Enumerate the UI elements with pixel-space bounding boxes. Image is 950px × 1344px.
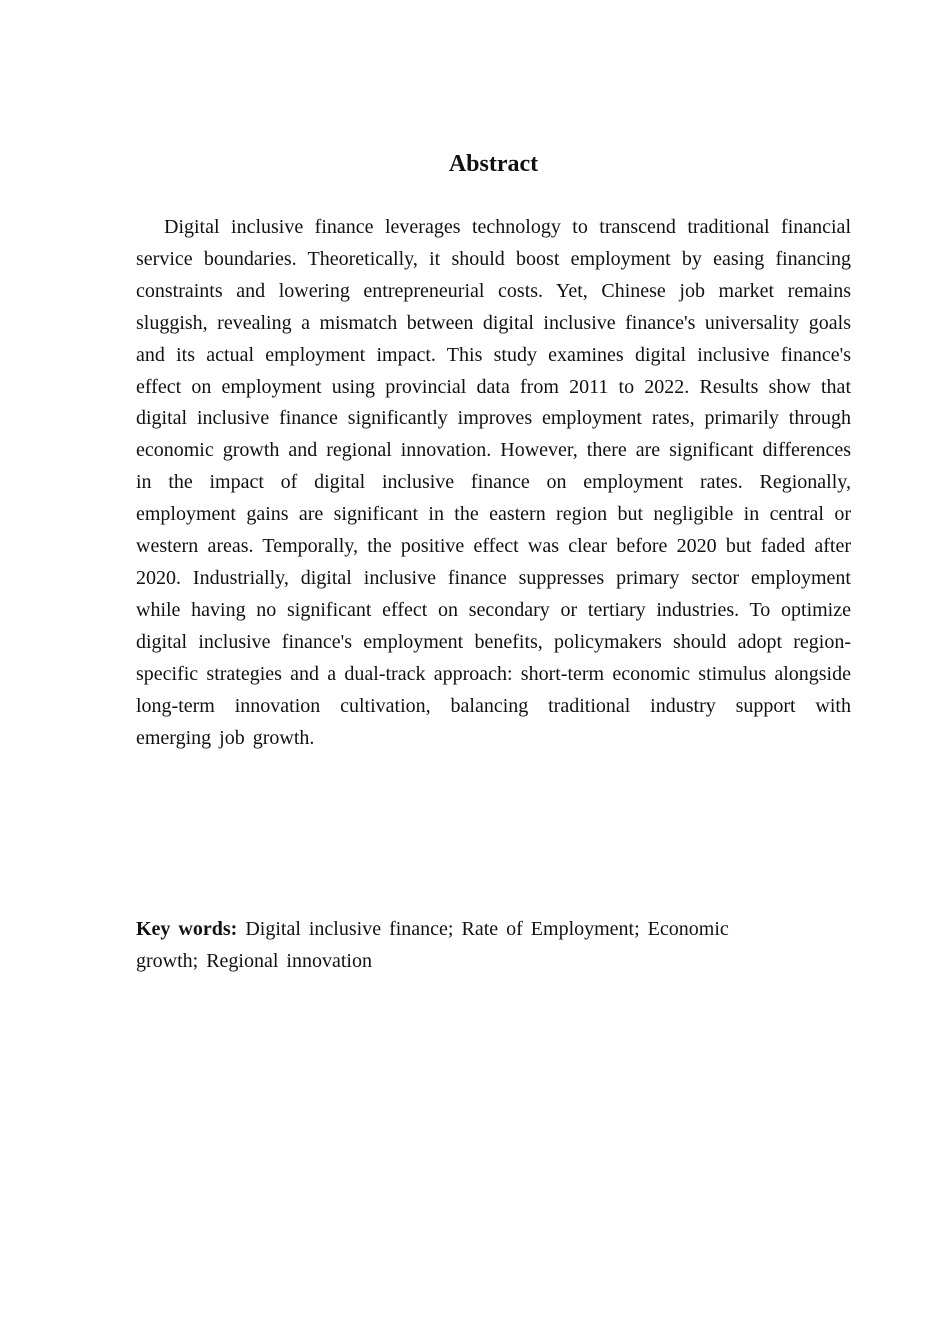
keywords-section xyxy=(136,914,776,977)
keywords-label: Key words: xyxy=(136,918,238,940)
abstract-title: Abstract xyxy=(448,151,539,177)
keywords-list: Digital inclusive finance; Rate of Employment; Economic growth; Regional innovation xyxy=(136,918,729,972)
abstract-paragraph: Digital inclusive finance leverages technology to transcend traditional financial service boundaries. Theoretically, it should boost employment by easing financing constraints and lowering entrepreneurial costs. Yet, Chinese job market remains sluggish, revealing a mismatch between digital inclusive finance's universality goals and its actual employment impact. This study examines digital inclusive finance's effect on employment using provincial data from 2011 to 2022. Results show that digital inclusive finance significantly improves employment rates, primarily through economic growth and regional innovation. However, there are significant differences in the impact of digital inclusive finance on employment rates. Regionally, employment gains are significant in the eastern region but negligible in central or western areas. Temporally, the positive effect was clear before 2020 but faded after 2020. Industrially, digital inclusive finance suppresses primary sector employment while having no significant effect on secondary or tertiary industries. To optimize digital inclusive finance's employment benefits, policymakers should adopt region-specific strategies and a dual-track approach: short-term economic stimulus alongside long-term innovation cultivation, balancing traditional industry support with emerging job growth. xyxy=(136,216,851,749)
